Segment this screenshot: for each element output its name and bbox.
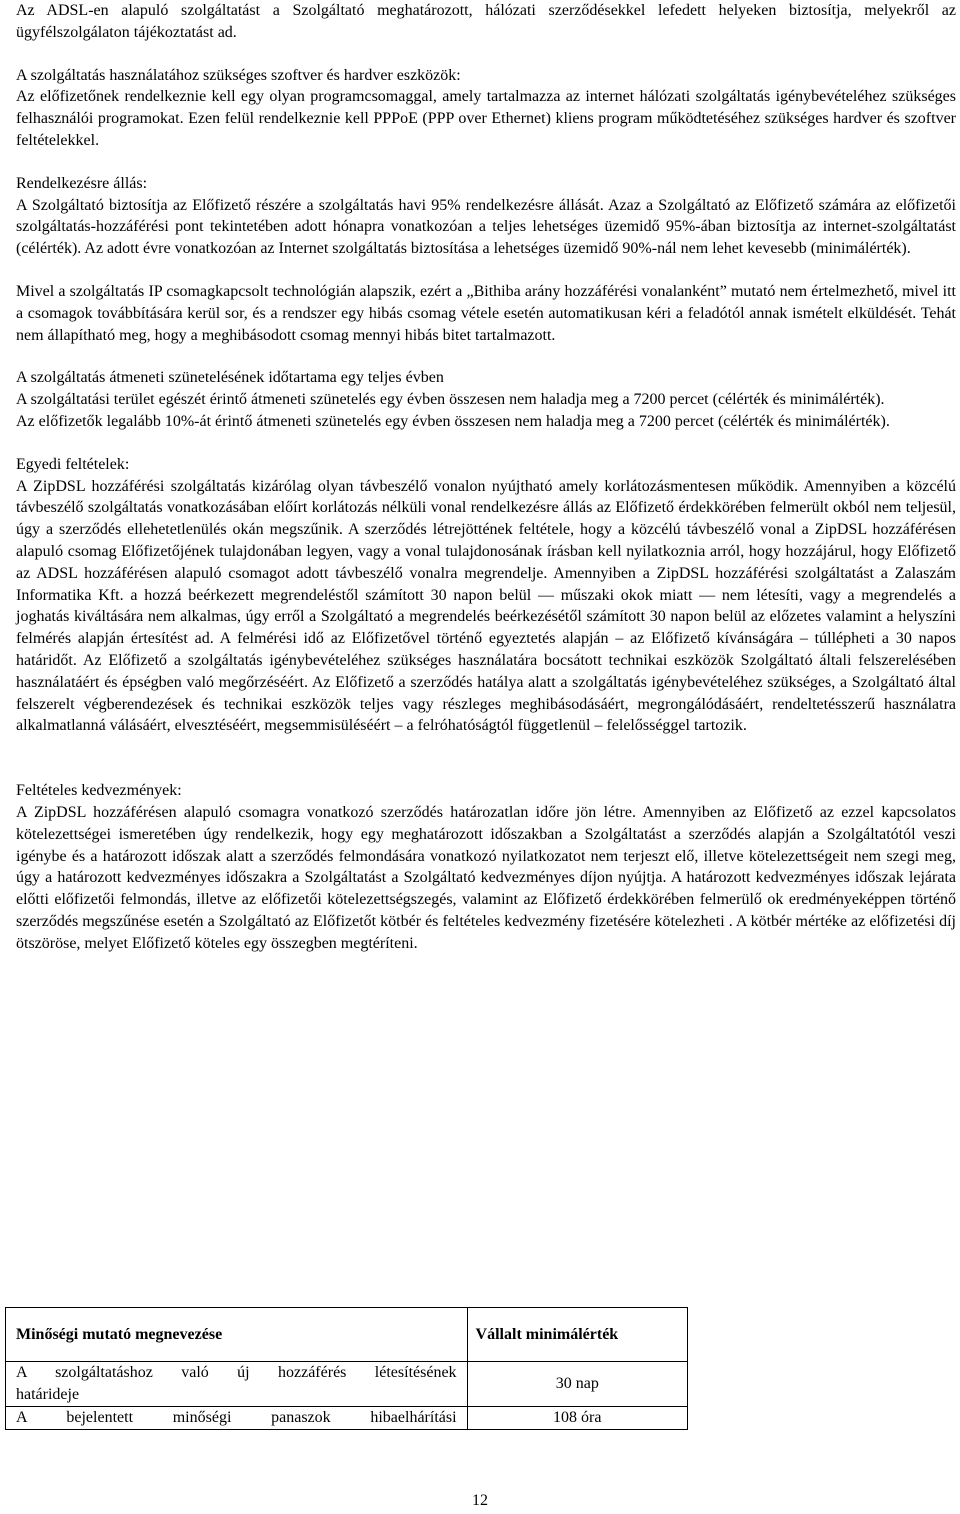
page-number: 12 xyxy=(472,1492,488,1509)
intro-paragraph: Az ADSL-en alapuló szolgáltatást a Szolgáltató meghatározott, hálózati szerződésekkel lefedett helyeken biztosítja, melyekről az ügyfélszolgálaton tájékoztatást ad. xyxy=(16,2,956,41)
table-row xyxy=(6,1362,688,1407)
software-heading: A szolgáltatás használatához szükséges szoftver és hardver eszközök: xyxy=(16,66,461,84)
table-cell-value: 108 óra xyxy=(467,1406,687,1429)
discount-paragraph: A ZipDSL hozzáférésen alapuló csomagra vonatkozó szerződés határozatlan időre jön létre. Amennyiben az Előfizető az ezzel kapcsolatos kötelezettségei ismeretében úgy rendelkezik, hogy egy meghatározott időszakban a Szolgáltatást a szerződés alapján a Szolgáltatótól veszi igénybe és a határozott időszak alatt a szerződés felmondására vonatkozó nyilatkozatot nem terjeszt elő, illetve kötelezettségeit nem szegi meg, úgy a határozott kedvezményes időszakra a Szolgáltatást a Szolgáltató kedvezményes díjon nyújtja. A határozott kedvezményes időszak lejárata előtti előfizetői felmondás, illetve az előfizetői kötelezettségszegés, valamint az Előfizető érdekkörében felmerülő ok eredményeképpen történő szerződés megszűnése esetén a Szolgáltató az Előfizetőt kötbér és feltételes kedvezmény fizetésére kötelezheti . A kötbér mértéke az előfizetési díj ötszöröse, melyet Előfizető köteles egy összegben megtéríteni. xyxy=(16,803,956,952)
table-cell-value: 30 nap xyxy=(467,1362,687,1407)
quality-table xyxy=(5,1307,688,1430)
software-paragraph: Az előfizetőnek rendelkeznie kell egy olyan programcsomaggal, amely tartalmazza az internet hálózati szolgáltatás igénybevételéhez szükséges felhasználói programokat. Ezen felül rendelkeznie kell PPPoE (PPP over Ethernet) kliens program működtetéséhez szükséges hardver és szoftver feltételekkel. xyxy=(16,88,956,149)
table-row xyxy=(6,1406,688,1429)
table-header-indicator: Minőségi mutató megnevezése xyxy=(6,1308,468,1362)
availability-paragraph: A Szolgáltató biztosítja az Előfizető részére a szolgáltatás havi 95% rendelkezésre állását. Azaz a Szolgáltató az Előfizető számára az előfizetői szolgáltatás-hozzáférési pont tekintetében adott hónapra vonatkozóan a teljes lehetséges üzemidő 95%-ában biztosítja az internet-szolgáltatást (célérték). Az adott évre vonatkozóan az Internet szolgáltatás biztosítása a lehetséges üzemidő 90%-nál nem lehet kevesebb (minimálérték). xyxy=(16,196,956,258)
special-paragraph: A ZipDSL hozzáférési szolgáltatás kizárólag olyan távbeszélő vonalon nyújtható amely korlátozásmentesen működik. Amennyiben a közcélú távbeszélő szolgáltatás vonatkozásában előírt korlátozás nélküli vonal rendelkezésre állás az Előfizető érdekkörében felmerült okból nem teljesül, úgy a szerződés ellehetetlenülés okán megszűnik. A szerződés létrejöttének feltétele, hogy a közcélú távbeszélő vonal a ZipDSL hozzáférésen alapuló csomag Előfizetőjének tulajdonában legyen, vagy a vonal tulajdonosának írásban kell nyilatkoznia arról, hogy hozzájárul, hogy Előfizető az ADSL hozzáférésen alapuló csomagot adott távbeszélő vonalra megrendelje. Amennyiben a ZipDSL hozzáférési szolgáltatást a Zalaszám Informatika Kft. a hozzá beérkezett megrendeléstől számított 30 napon belül — műszaki okok miatt — nem létesíti, vagy a megrendelés a joghatás kiváltására nem alkalmas, úgy erről a Szolgáltató a megrendelés beérkezésétől számított 30 napon belül az előzetes valamint a helyszíni felmérés alapján értesítést ad. A felmérési idő az Előfizetővel történő egyeztetés alapján – az Előfizető kívánságára – túllépheti a 30 napos határidőt. Az Előfizető a szolgáltatás igénybevételéhez szükséges használatára bocsátott technikai eszközök Szolgáltató általi felszerelésében használatáért és épségben való megőrzéséért. Az Előfizető a szerződés hatálya alatt a szolgáltatás igénybevételéhez szükséges, a Szolgáltató által felszerelt végberendezések és technikai eszközök teljes vagy részleges meghibásodásáért, megrongálódásáért, rendeltetésszerű használatra alkalmatlanná válásáért, elvesztéséért, megsemmisüléséért – a felróhatóságtól függetlenül – felelősséggel tartozik. xyxy=(16,477,956,735)
special-heading: Egyedi feltételek: xyxy=(16,455,130,473)
table-header-row xyxy=(6,1308,688,1362)
outage-paragraph-1: A szolgáltatási terület egészét érintő átmeneti szünetelés egy évben összesen nem haladja meg a 7200 percet (célérték és minimálérték). xyxy=(16,391,885,409)
discount-heading: Feltételes kedvezmények: xyxy=(16,782,182,800)
document-page xyxy=(16,0,956,954)
table-cell-indicator-line2: határideje xyxy=(16,1385,80,1403)
table-header-value: Vállalt minimálérték xyxy=(467,1308,687,1362)
table-cell-indicator xyxy=(6,1362,468,1407)
table-cell-indicator-line1: A szolgáltatáshoz való új hozzáférés létesítésének xyxy=(16,1364,457,1381)
table-cell-indicator xyxy=(6,1406,468,1429)
ip-paragraph: Mivel a szolgáltatás IP csomagkapcsolt technológián alapszik, ezért a „Bithiba arány hozzáférési vonalanként” mutató nem értelmezhető, mivel itt a csomagok továbbítására kerül sor, és a rendszer egy hibás csomag vétele esetén automatikusan kéri a feladótól annak ismételt elküldését. Tehát nem állapítható meg, hogy a meghibásodott csomag mennyi hibás bitet tartalmazott. xyxy=(16,282,956,344)
outage-paragraph-2: Az előfizetők legalább 10%-át érintő átmeneti szünetelés egy évben összesen nem haladja meg a 7200 percet (célérték és minimálérték). xyxy=(16,412,890,430)
table-cell-indicator-text: A bejelentett minőségi panaszok hibaelhárítási xyxy=(16,1408,457,1426)
availability-heading: Rendelkezésre állás: xyxy=(16,174,148,192)
outage-heading: A szolgáltatás átmeneti szünetelésének időtartama egy teljes évben xyxy=(16,369,444,387)
